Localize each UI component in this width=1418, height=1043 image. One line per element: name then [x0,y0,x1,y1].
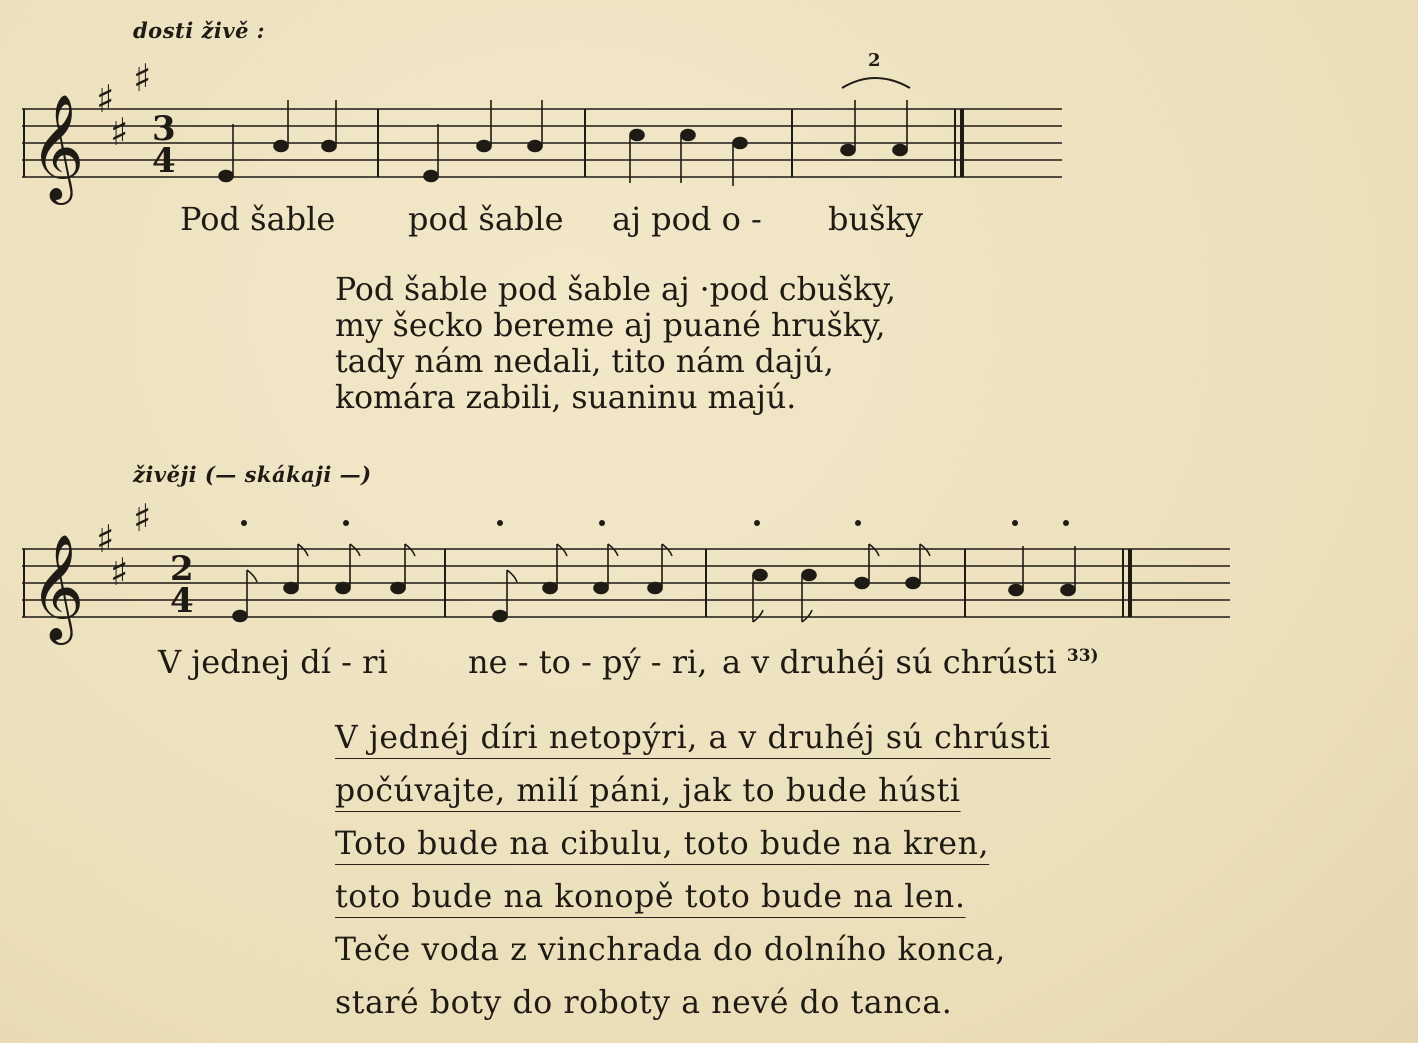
note [322,141,336,152]
lyric-syllable: V jednej dí - ri [158,643,388,681]
note [219,171,233,182]
note [493,611,507,622]
note [630,130,644,141]
lyric-syllable: aj pod o - [612,200,762,238]
sharp-icon: ♯ [133,56,152,100]
lyric-text: a v druhéj sú chrústi [722,643,1057,681]
verse-line: staré boty do roboty a nevé do tanca. [335,985,953,1021]
note [284,583,298,594]
verse-line: počúvajte, milí páni, jak to bude hústi [335,773,961,809]
sharp-icon: ♯ [110,550,129,594]
verse-line: toto bude na konopě toto bude na len. [335,879,966,915]
lyric-syllable: pod šable [408,200,564,238]
verse-2 [335,712,1051,1030]
verse-line: tady nám nedali, tito nám dajú, [335,344,834,380]
note [274,141,288,152]
note [233,611,247,622]
verse-line: Pod šable pod šable aj ·pod cbušky, [335,272,896,308]
verse-line: Teče voda z vinchrada do dolního konca, [335,932,1006,968]
note [528,141,542,152]
note [1009,585,1023,596]
tempo-marking-2: živěji (— skákaji —) [133,462,372,487]
treble-clef-icon: 𝄞 [30,93,85,200]
note [648,583,662,594]
lyric-syllable: Pod šable [180,200,336,238]
footnote-marker: 33) [1066,646,1099,666]
sharp-icon: ♯ [133,496,152,540]
sharp-icon: ♯ [110,110,129,154]
note [594,583,608,594]
sharp-icon: ♯ [96,517,115,561]
verse-line: komára zabili, suaninu majú. [335,380,797,416]
note [543,583,557,594]
tempo-marking-1: dosti živě : [133,18,266,43]
note [855,578,869,589]
tuplet-bracket [842,78,910,88]
time-signature-bottom: 4 [170,581,194,621]
note [681,130,695,141]
verse-line: my šecko bereme aj puané hrušky, [335,308,886,344]
note [424,171,438,182]
note [802,570,816,581]
note [906,578,920,589]
note [733,138,747,149]
treble-clef-icon: 𝄞 [30,533,85,640]
time-signature-top: 3 [152,109,176,149]
sharp-icon: ♯ [96,77,115,121]
time-signature-top: 2 [170,549,194,589]
verse-1 [335,272,896,416]
note [391,583,405,594]
lyric-syllable: bušky [828,200,923,238]
note [477,141,491,152]
tuplet-number: 2 [868,50,881,71]
lyrics-line-1 [0,200,1000,240]
verse-line: V jednéj díri netopýri, a v druhéj sú chrústi [335,720,1051,756]
note [753,570,767,581]
time-signature-bottom: 4 [152,141,176,181]
note [1061,585,1075,596]
verse-line: Toto bude na cibulu, toto bude na kren, [335,826,990,862]
note [893,145,907,156]
note [841,145,855,156]
lyric-syllable [722,643,1099,681]
music-staff-2 [0,496,1418,660]
lyrics-line-2 [0,643,1200,683]
lyric-syllable: ne - to - pý - ri, [468,643,708,681]
note [336,583,350,594]
